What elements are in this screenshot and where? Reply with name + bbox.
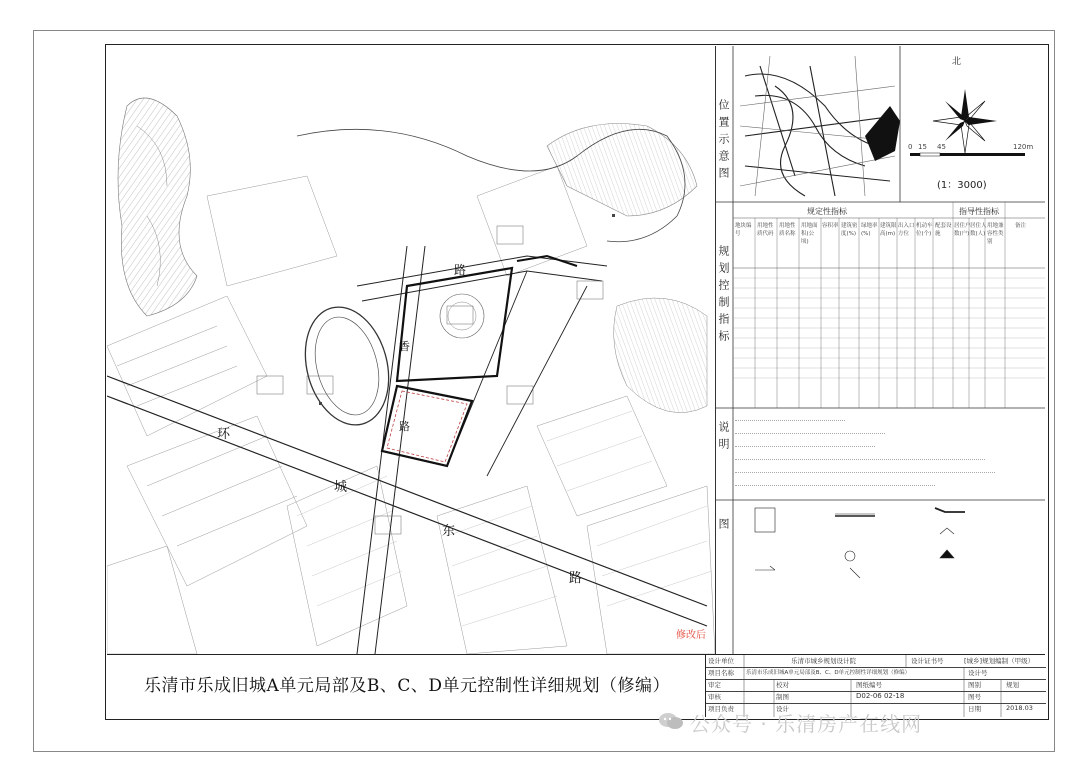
road-label-cheng: 城 (334, 480, 348, 495)
tb-label: 设计单位 (708, 657, 734, 665)
tb-value: 2018.03 (1006, 704, 1033, 712)
control-label: 规划控制指标 (717, 245, 730, 347)
tb-label: 设计证书号 (911, 657, 944, 665)
tb-label: 设计号 (968, 669, 988, 677)
location-label: 位置示意图 (717, 98, 730, 184)
planning-map (107, 46, 716, 654)
table-header-cell: 建筑密度(%) (841, 223, 858, 237)
table-header-cell: 用地兼容性类别 (987, 223, 1004, 245)
tb-value: 乐清市城乡规划设计院 (791, 657, 856, 665)
tb-label: 设计 (776, 705, 789, 713)
table-group-regulatory: 规定性指标 (807, 207, 847, 216)
tb-label: 图纸编号 (856, 681, 882, 689)
notes-text (735, 412, 1035, 486)
road-label-xiang: 香 (399, 340, 410, 353)
tb-value: 乐清市乐成旧城A单元局部及B、C、D单元控制性详细规划（修编） (746, 670, 911, 676)
map-drawing (107, 46, 715, 654)
road-label-lu2: 路 (399, 420, 410, 433)
tb-label: 审定 (708, 681, 721, 689)
table-header-cell: 用地面积(公顷) (801, 223, 818, 245)
tb-label: 项目负责 (708, 705, 734, 713)
drawing-title: 乐清市乐成旧城A单元局部及B、C、D单元控制性详细规划（修编） (144, 676, 670, 696)
legend-label-side: 图 (717, 517, 730, 535)
table-header-cell: 绿地率(%) (861, 223, 878, 237)
road-label-dong: 东 (442, 524, 456, 539)
road-label-top: 路 (454, 263, 467, 277)
table-header-cell: 居住人数(人) (970, 223, 987, 237)
table-header-cell: 备注 (1015, 223, 1027, 229)
table-header-cell: 出入口方位 (898, 223, 915, 237)
north-label: 北 (952, 57, 962, 67)
table-header-cell: 居住户数(户) (954, 223, 971, 237)
notes-label: 说明 (717, 421, 730, 455)
table-header-cell: 地块编号 (735, 223, 752, 237)
revision-mark: 修改后 (676, 630, 706, 641)
table-header-cell: 机动车位(个) (916, 223, 933, 237)
scale-tick-120: 120m (1013, 143, 1034, 151)
tb-label: 图号 (968, 693, 981, 701)
scale-ratio: (1：3000) (937, 180, 987, 191)
tb-value: 规划 (1006, 681, 1019, 689)
road-label-huan: 环 (217, 427, 231, 442)
table-header-cell: 容积率 (822, 223, 839, 229)
tb-label: 制图 (776, 693, 789, 701)
tb-label: 审核 (708, 693, 721, 701)
watermark-text: 公众号 · 乐清房产在线网 (690, 712, 923, 736)
right-panel-lines (715, 46, 1045, 654)
right-panel (715, 46, 1045, 654)
table-header-cell: 建筑限高(m) (880, 223, 897, 237)
scale-tick-15: 15 (918, 143, 927, 151)
tb-value: [城乡]规划编制（甲级） (964, 657, 1035, 665)
tb-label: 图别 (968, 681, 981, 689)
scale-tick-0: 0 (908, 143, 913, 151)
table-header-cell: 配套设施 (935, 223, 952, 237)
table-header-cell: 用地性质名称 (779, 223, 796, 237)
table-header-cell: 用地性质代码 (757, 223, 774, 237)
tb-label: 项目名称 (708, 669, 734, 677)
table-group-guiding: 指导性指标 (959, 207, 999, 216)
road-label-lu: 路 (569, 571, 583, 586)
tb-value: D02-06 02-18 (856, 692, 905, 700)
scale-tick-45: 45 (937, 143, 946, 151)
wechat-icon (658, 711, 684, 731)
tb-label: 校对 (776, 681, 789, 689)
tb-label: 日期 (968, 705, 981, 713)
